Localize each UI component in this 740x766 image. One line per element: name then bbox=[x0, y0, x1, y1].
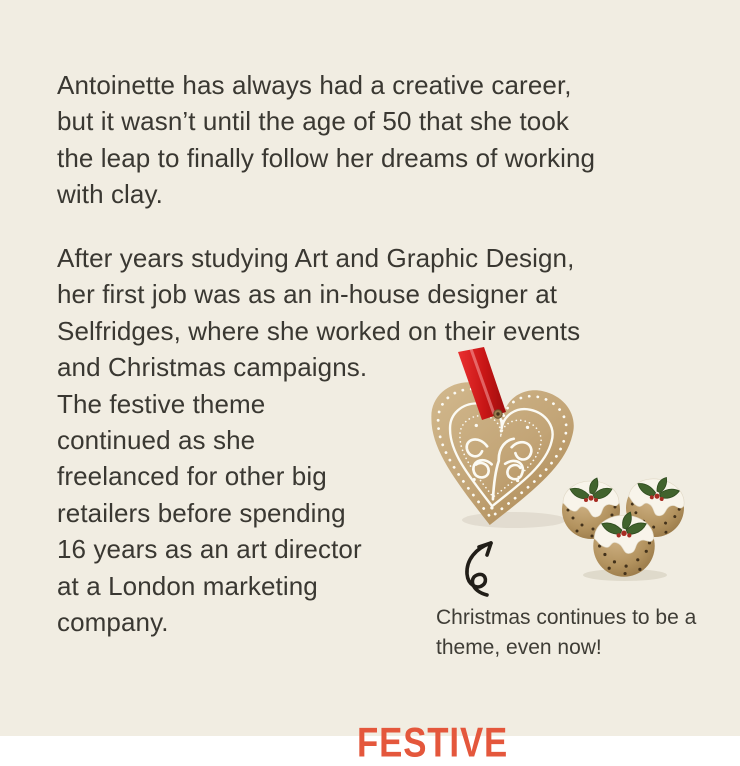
text-line: After years studying Art and Graphic Design, bbox=[57, 243, 575, 273]
text-line: and Christmas campaigns. bbox=[57, 352, 368, 383]
text-line: her first job was as an in-house designer at bbox=[57, 279, 558, 310]
caption-line: theme, even now! bbox=[436, 636, 602, 659]
text-line: the leap to finally follow her dreams of working bbox=[57, 142, 596, 173]
caption-line: Christmas continues to be a bbox=[436, 606, 697, 629]
text-line: with clay. bbox=[57, 179, 163, 210]
text-line: continued as she bbox=[57, 425, 256, 456]
text-line: freelanced for other big bbox=[57, 461, 327, 492]
grommet-center bbox=[496, 412, 499, 415]
text-line: 16 years as an art director bbox=[57, 534, 362, 565]
christmas-pudding-baubles-image bbox=[553, 468, 733, 583]
paragraph-1 bbox=[57, 67, 595, 213]
text-line: Selfridges, where she worked on their events bbox=[57, 315, 581, 346]
curved-arrow-icon bbox=[447, 534, 503, 606]
text-line: at a London marketing bbox=[57, 570, 318, 601]
text-line: The festive theme bbox=[57, 388, 266, 419]
text-line: but it wasn’t until the age of 50 that she took bbox=[57, 106, 570, 137]
text-line: company. bbox=[57, 607, 169, 638]
partial-festive-logo: FESTIVE bbox=[357, 719, 509, 766]
text-line: Antoinette has always had a creative career, bbox=[57, 70, 572, 100]
figure-caption bbox=[436, 603, 696, 663]
heart-shadow bbox=[462, 512, 566, 528]
text-line: retailers before spending bbox=[57, 497, 346, 528]
